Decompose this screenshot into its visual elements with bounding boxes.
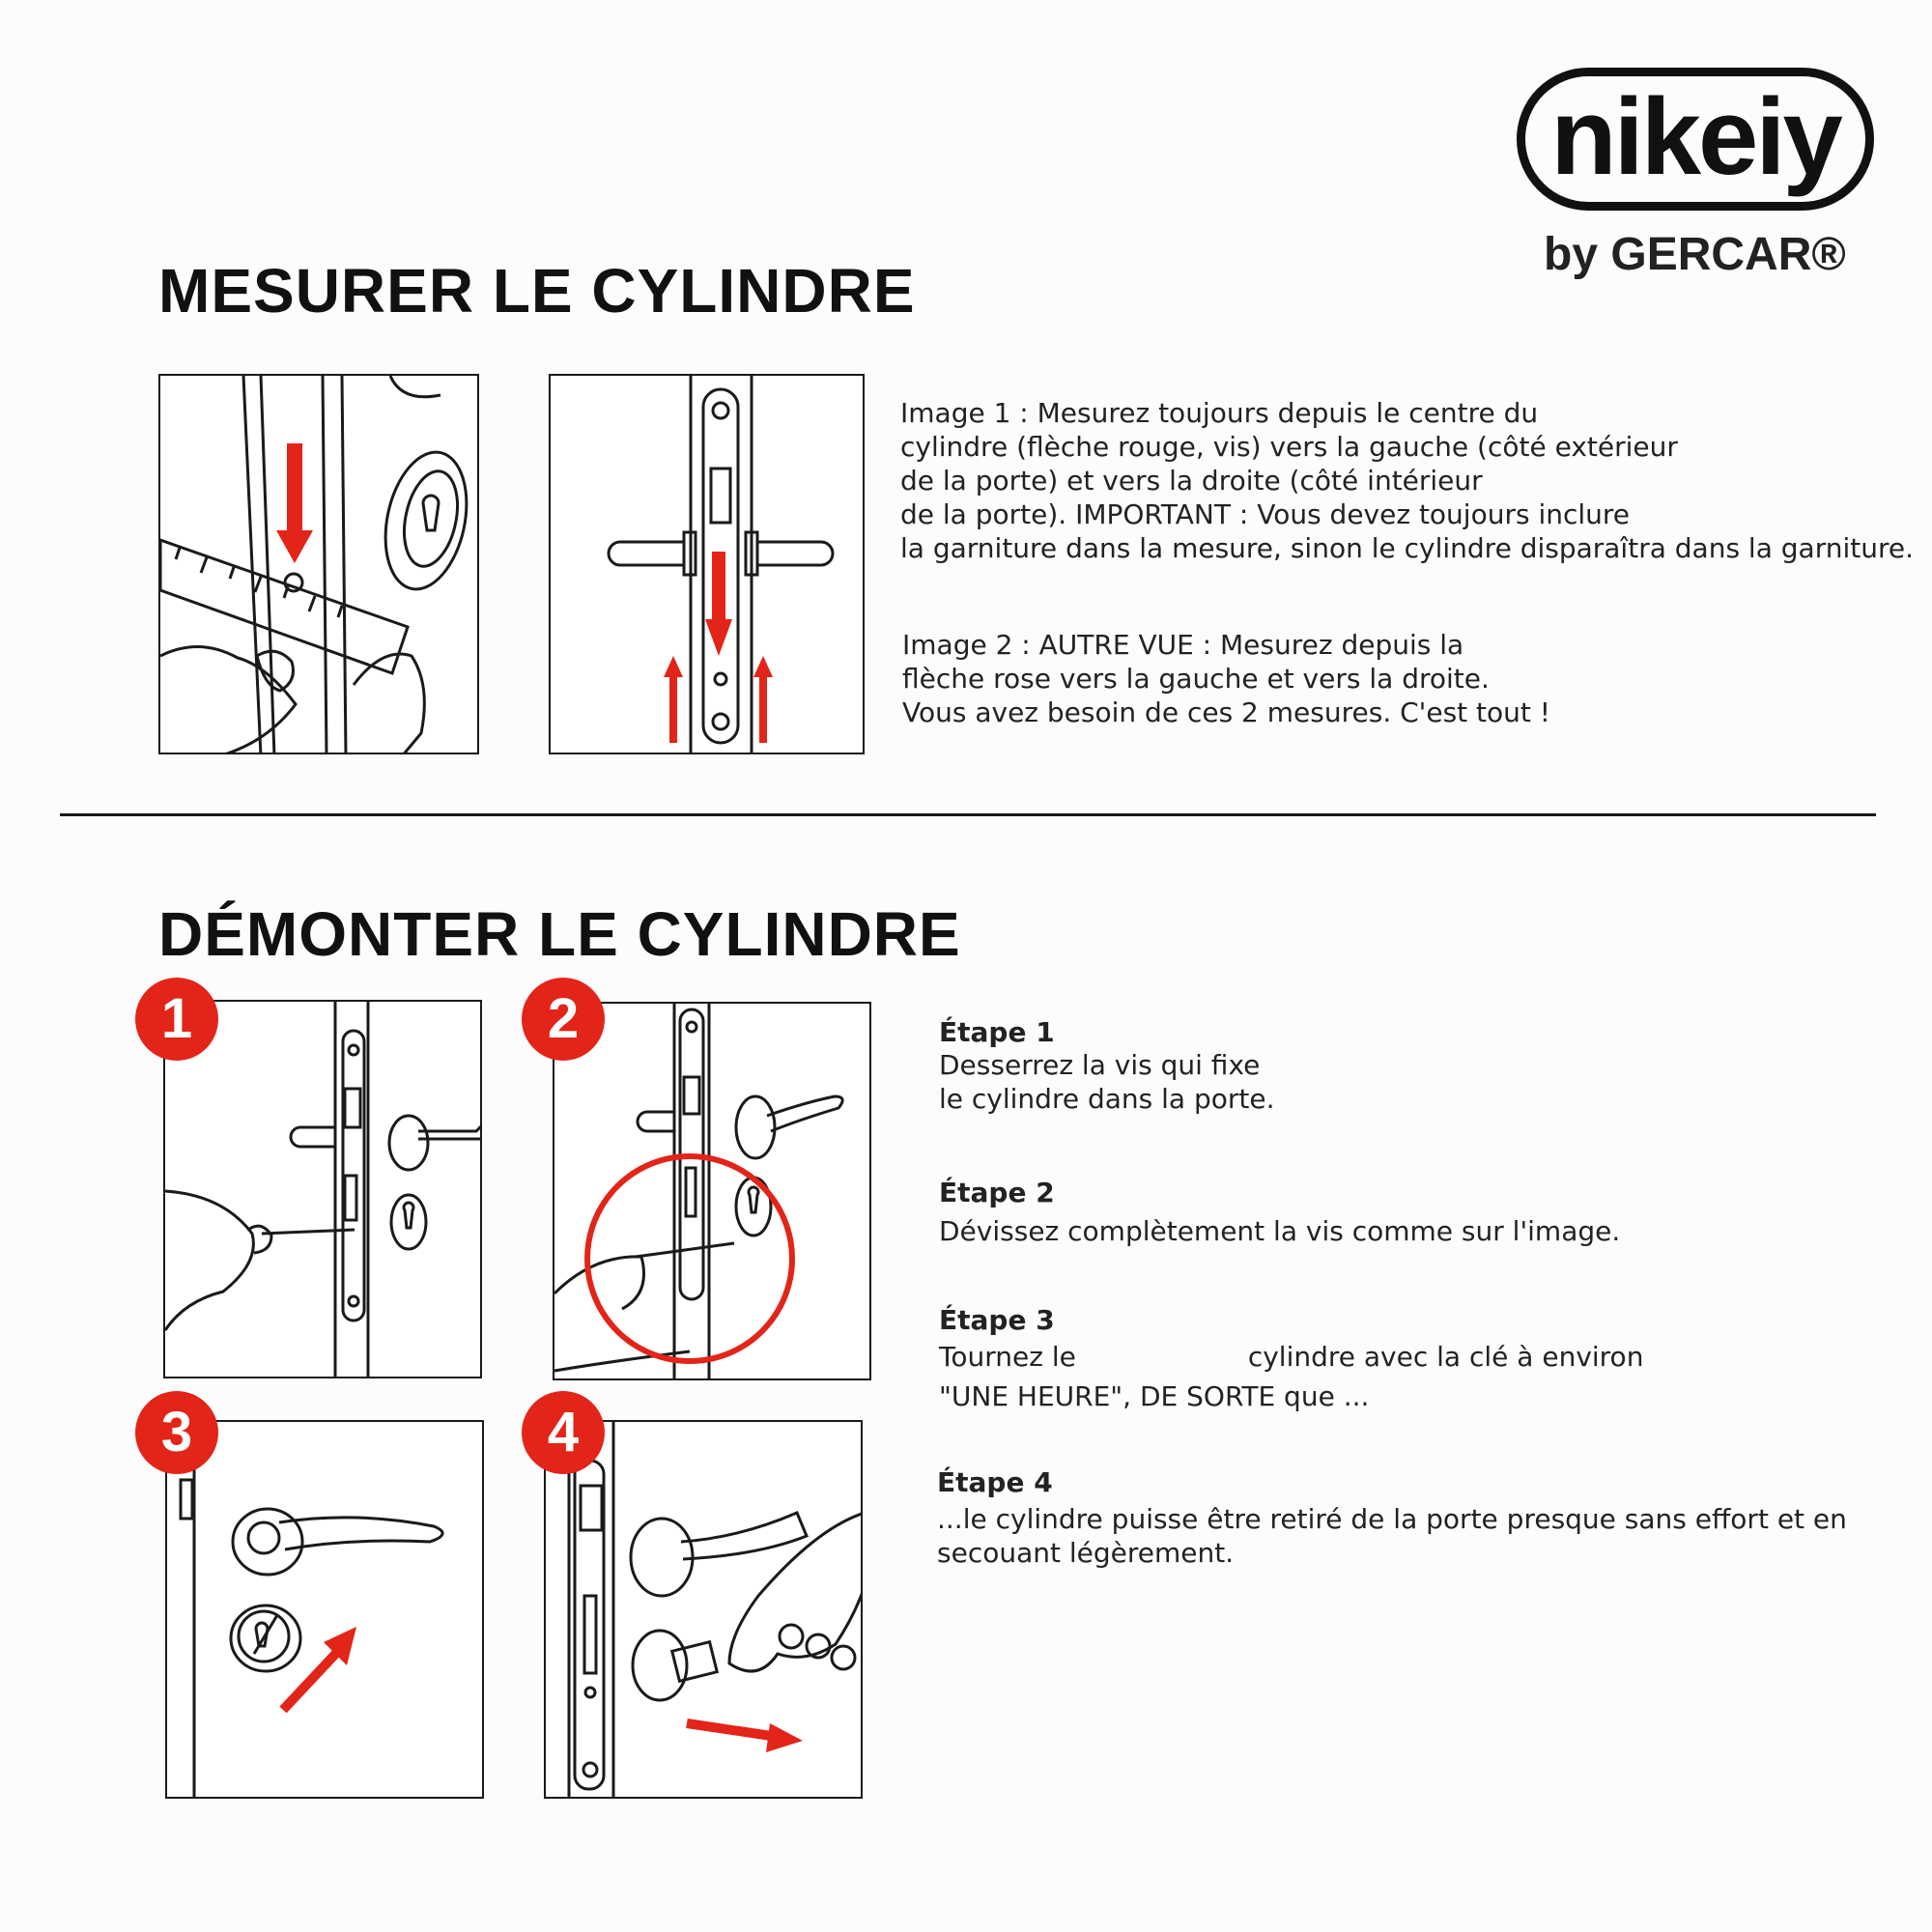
step-line: ...le cylindre puisse être retiré de la porte presque sans effort et en xyxy=(937,1503,1847,1535)
step-badge-3: 3 xyxy=(135,1391,218,1474)
image2-line: flèche rose vers la gauche et vers la droite. xyxy=(902,663,1490,695)
step-line: secouant légèrement. xyxy=(937,1537,1235,1569)
image2-line: Image 2 : AUTRE VUE : Mesurez depuis la xyxy=(902,629,1464,661)
step-line: le cylindre dans la porte. xyxy=(939,1083,1275,1115)
step-line: "UNE HEURE", DE SORTE que ... xyxy=(939,1380,1370,1412)
step-title: Étape 3 xyxy=(939,1304,1055,1336)
section-measure-title: MESURER LE CYLINDRE xyxy=(158,256,916,326)
section-dismantle-title: DÉMONTER LE CYLINDRE xyxy=(158,899,961,969)
image1-line: de la porte) et vers la droite (côté intérieur xyxy=(900,465,1483,497)
image1-line: de la porte). IMPORTANT : Vous devez toujours inclure xyxy=(900,498,1631,530)
brand-logo: nikeiy xyxy=(1517,68,1874,211)
image1-line: Image 1 : Mesurez toujours depuis le centre du xyxy=(900,397,1539,429)
step-badge-4: 4 xyxy=(522,1391,605,1474)
image2-line: Vous avez besoin de ces 2 mesures. C'est tout ! xyxy=(902,696,1551,728)
measure-illustration-1 xyxy=(158,374,479,754)
step-title: Étape 1 xyxy=(939,1016,1055,1048)
step-2 xyxy=(939,1177,1620,1248)
step-title: Étape 4 xyxy=(937,1466,1053,1498)
image1-description xyxy=(900,396,1914,565)
step2-illustration xyxy=(553,1002,871,1380)
step-badge-1: 1 xyxy=(135,978,218,1061)
step-4 xyxy=(937,1466,1847,1570)
section-divider xyxy=(60,813,1876,816)
step-1 xyxy=(939,1016,1275,1116)
step-line: Desserrez la vis qui fixe xyxy=(939,1049,1261,1081)
step-badge-2: 2 xyxy=(522,978,605,1061)
step-line: Dévissez complètement la vis comme sur l'image. xyxy=(939,1215,1621,1247)
step-title: Étape 2 xyxy=(939,1177,1055,1208)
brand-subtitle: by GERCAR® xyxy=(1544,229,1846,280)
image1-line: la garniture dans la mesure, sinon le cylindre disparaîtra dans la garniture. xyxy=(900,532,1914,564)
step1-illustration xyxy=(163,1000,482,1378)
measure-illustration-2 xyxy=(549,374,865,754)
image2-description xyxy=(902,628,1550,729)
step3-illustration xyxy=(165,1420,484,1799)
step4-illustration xyxy=(544,1420,863,1799)
image1-line: cylindre (flèche rouge, vis) vers la gauche (côté extérieur xyxy=(900,431,1678,463)
step-line: Tournez le cylindre avec la clé à environ xyxy=(939,1341,1644,1373)
step-3 xyxy=(939,1304,1643,1413)
